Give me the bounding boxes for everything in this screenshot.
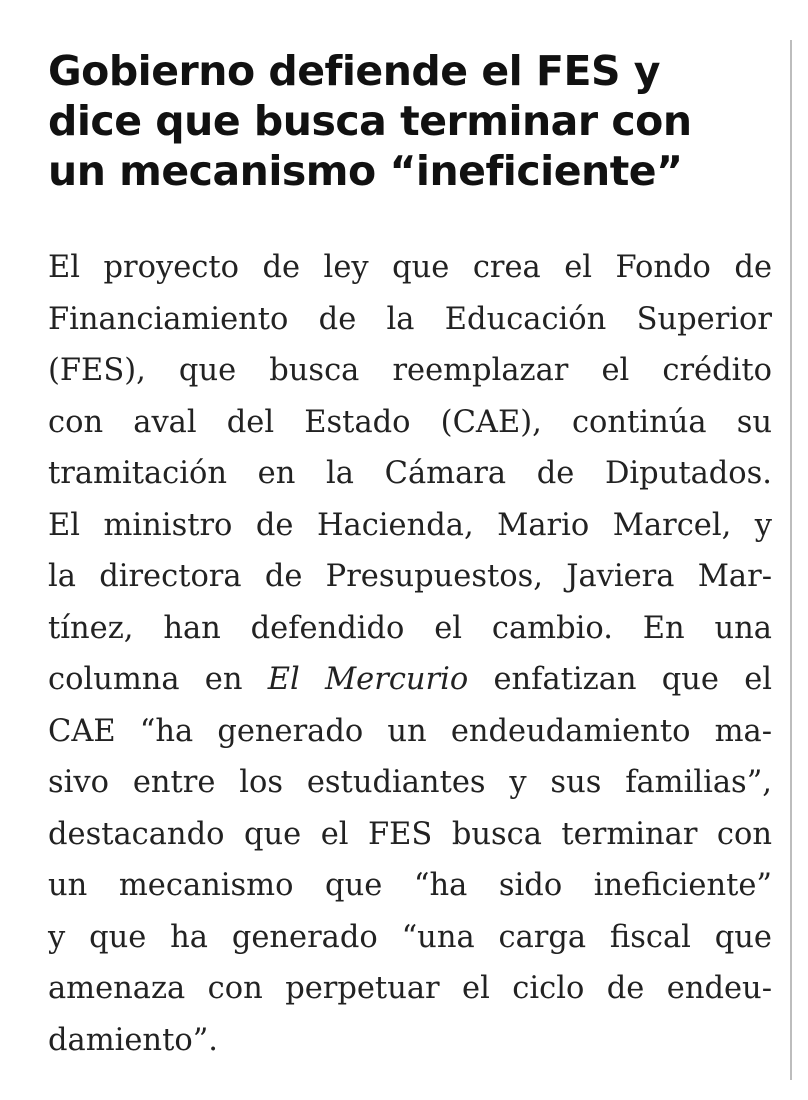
body-line: destacando que el FES busca terminar con	[48, 816, 772, 852]
headline-line: Gobierno defiende el FES y	[48, 47, 661, 95]
headline-line: un mecanismo “ineficiente”	[48, 147, 683, 195]
body-line: la directora de Presupuestos, Javiera Mar-	[48, 559, 772, 594]
body-line: sivo entre los estudiantes y sus familias”,	[48, 765, 772, 800]
article-body	[48, 242, 778, 1066]
body-line: y que ha generado “una carga fiscal que	[48, 919, 772, 955]
body-line: tínez, han defendido el cambio. En una	[48, 610, 772, 646]
body-line: El proyecto de ley que crea el Fondo de	[48, 250, 772, 285]
body-line: CAE “ha generado un endeudamiento ma-	[48, 713, 772, 749]
headline-line: dice que busca terminar con	[48, 97, 692, 145]
body-text: enfatizan que el	[468, 662, 772, 697]
body-line: con aval del Estado (CAE), continúa su	[48, 404, 772, 440]
news-article	[48, 46, 778, 1066]
body-line: damiento”.	[48, 1022, 218, 1058]
body-line: un mecanismo que “ha sido ineficiente”	[48, 868, 772, 903]
column-divider	[790, 40, 792, 1080]
headline	[48, 46, 748, 196]
body-line: Financiamiento de la Educación Superior	[48, 301, 772, 337]
body-line: amenaza con perpetuar el ciclo de endeu-	[48, 971, 772, 1006]
body-line	[48, 654, 772, 706]
body-text: columna en	[48, 662, 268, 697]
body-line: (FES), que busca reemplazar el crédito	[48, 353, 772, 388]
publication-name: El Mercurio	[267, 662, 469, 697]
body-line: tramitación en la Cámara de Diputados.	[48, 456, 772, 491]
body-line: El ministro de Hacienda, Mario Marcel, y	[48, 507, 772, 543]
